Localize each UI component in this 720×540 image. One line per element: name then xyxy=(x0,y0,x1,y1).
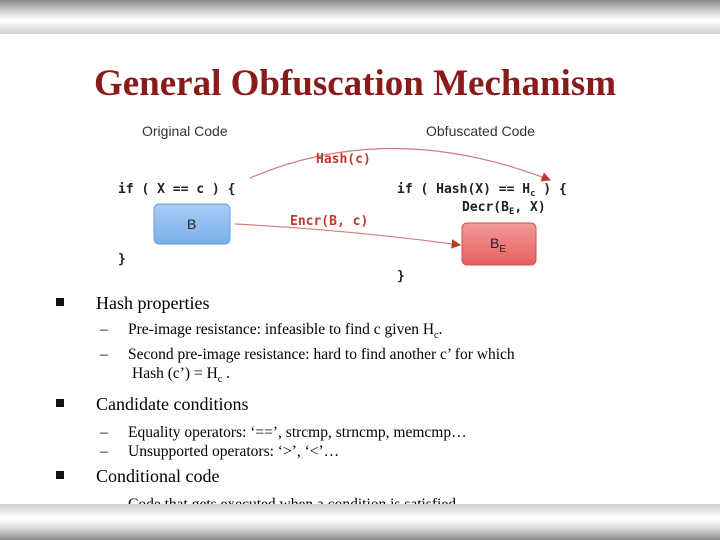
dash-icon: – xyxy=(100,321,108,338)
slide-title: General Obfuscation Mechanism xyxy=(93,63,617,104)
hash-arrow xyxy=(250,148,550,180)
sub-bullet-text: Unsupported operators: ‘>’, ‘<’… xyxy=(128,443,340,461)
top-decorative-bar xyxy=(0,0,720,34)
bullet-text: Hash properties xyxy=(96,293,210,313)
bottom-decorative-bar xyxy=(0,504,720,540)
sub-bullet-unsupported-operators xyxy=(56,442,696,461)
subscript: c xyxy=(434,330,439,342)
original-if-line: if ( X == c ) { xyxy=(118,182,236,197)
obfuscated-if-line: if ( Hash(X) == $H_c$ ) { xyxy=(397,182,567,199)
sub-bullet-text: Equality operators: ‘==’, strcmp, strncmp, memcmp… xyxy=(128,424,467,442)
obfuscated-decr-line: $Decr(B_E$, X) xyxy=(462,200,546,217)
sub-bullet-second-preimage xyxy=(56,345,696,364)
bullet-square-icon xyxy=(56,471,64,479)
original-block-label: B xyxy=(187,216,197,232)
bullet-text: Candidate conditions xyxy=(96,394,249,415)
obfuscated-close-brace: } xyxy=(397,269,405,284)
hash-arrow-label: Hash(c) xyxy=(316,152,371,167)
bullet-text: Conditional code xyxy=(96,466,220,487)
encr-arrow-label: Encr(B, c) xyxy=(290,214,369,229)
bullet-square-icon xyxy=(56,298,64,306)
dash-icon: – xyxy=(100,424,108,442)
sub-bullet-equality-operators xyxy=(56,423,696,442)
sub-bullet-continuation xyxy=(56,364,696,389)
sub-bullet-tail: . xyxy=(438,321,443,338)
sub-bullet-continuation-text: Hash (c’) = H xyxy=(132,365,218,383)
dash-icon: – xyxy=(100,443,108,461)
original-code-header: Original Code xyxy=(142,123,228,139)
sub-bullet-tail: . xyxy=(222,365,230,383)
bullet-square-icon xyxy=(56,399,64,407)
original-close-brace: } xyxy=(118,252,126,267)
dash-icon: – xyxy=(100,346,108,364)
bullet-conditional-code xyxy=(56,463,696,489)
obfuscation-diagram xyxy=(110,118,620,288)
sub-bullet-text: Pre-image resistance: infeasible to find c given H xyxy=(128,321,435,338)
bullet-hash-properties xyxy=(56,290,696,316)
encrypted-block-label: $B_E$ xyxy=(490,235,507,255)
subscript: c xyxy=(217,374,223,386)
bullet-candidate-conditions xyxy=(56,391,696,417)
obfuscated-code-header: Obfuscated Code xyxy=(426,123,535,139)
bullet-list xyxy=(56,290,696,514)
sub-bullet-text: Second pre-image resistance: hard to find another c’ for which xyxy=(128,346,515,364)
sub-bullet-preimage xyxy=(56,320,696,345)
